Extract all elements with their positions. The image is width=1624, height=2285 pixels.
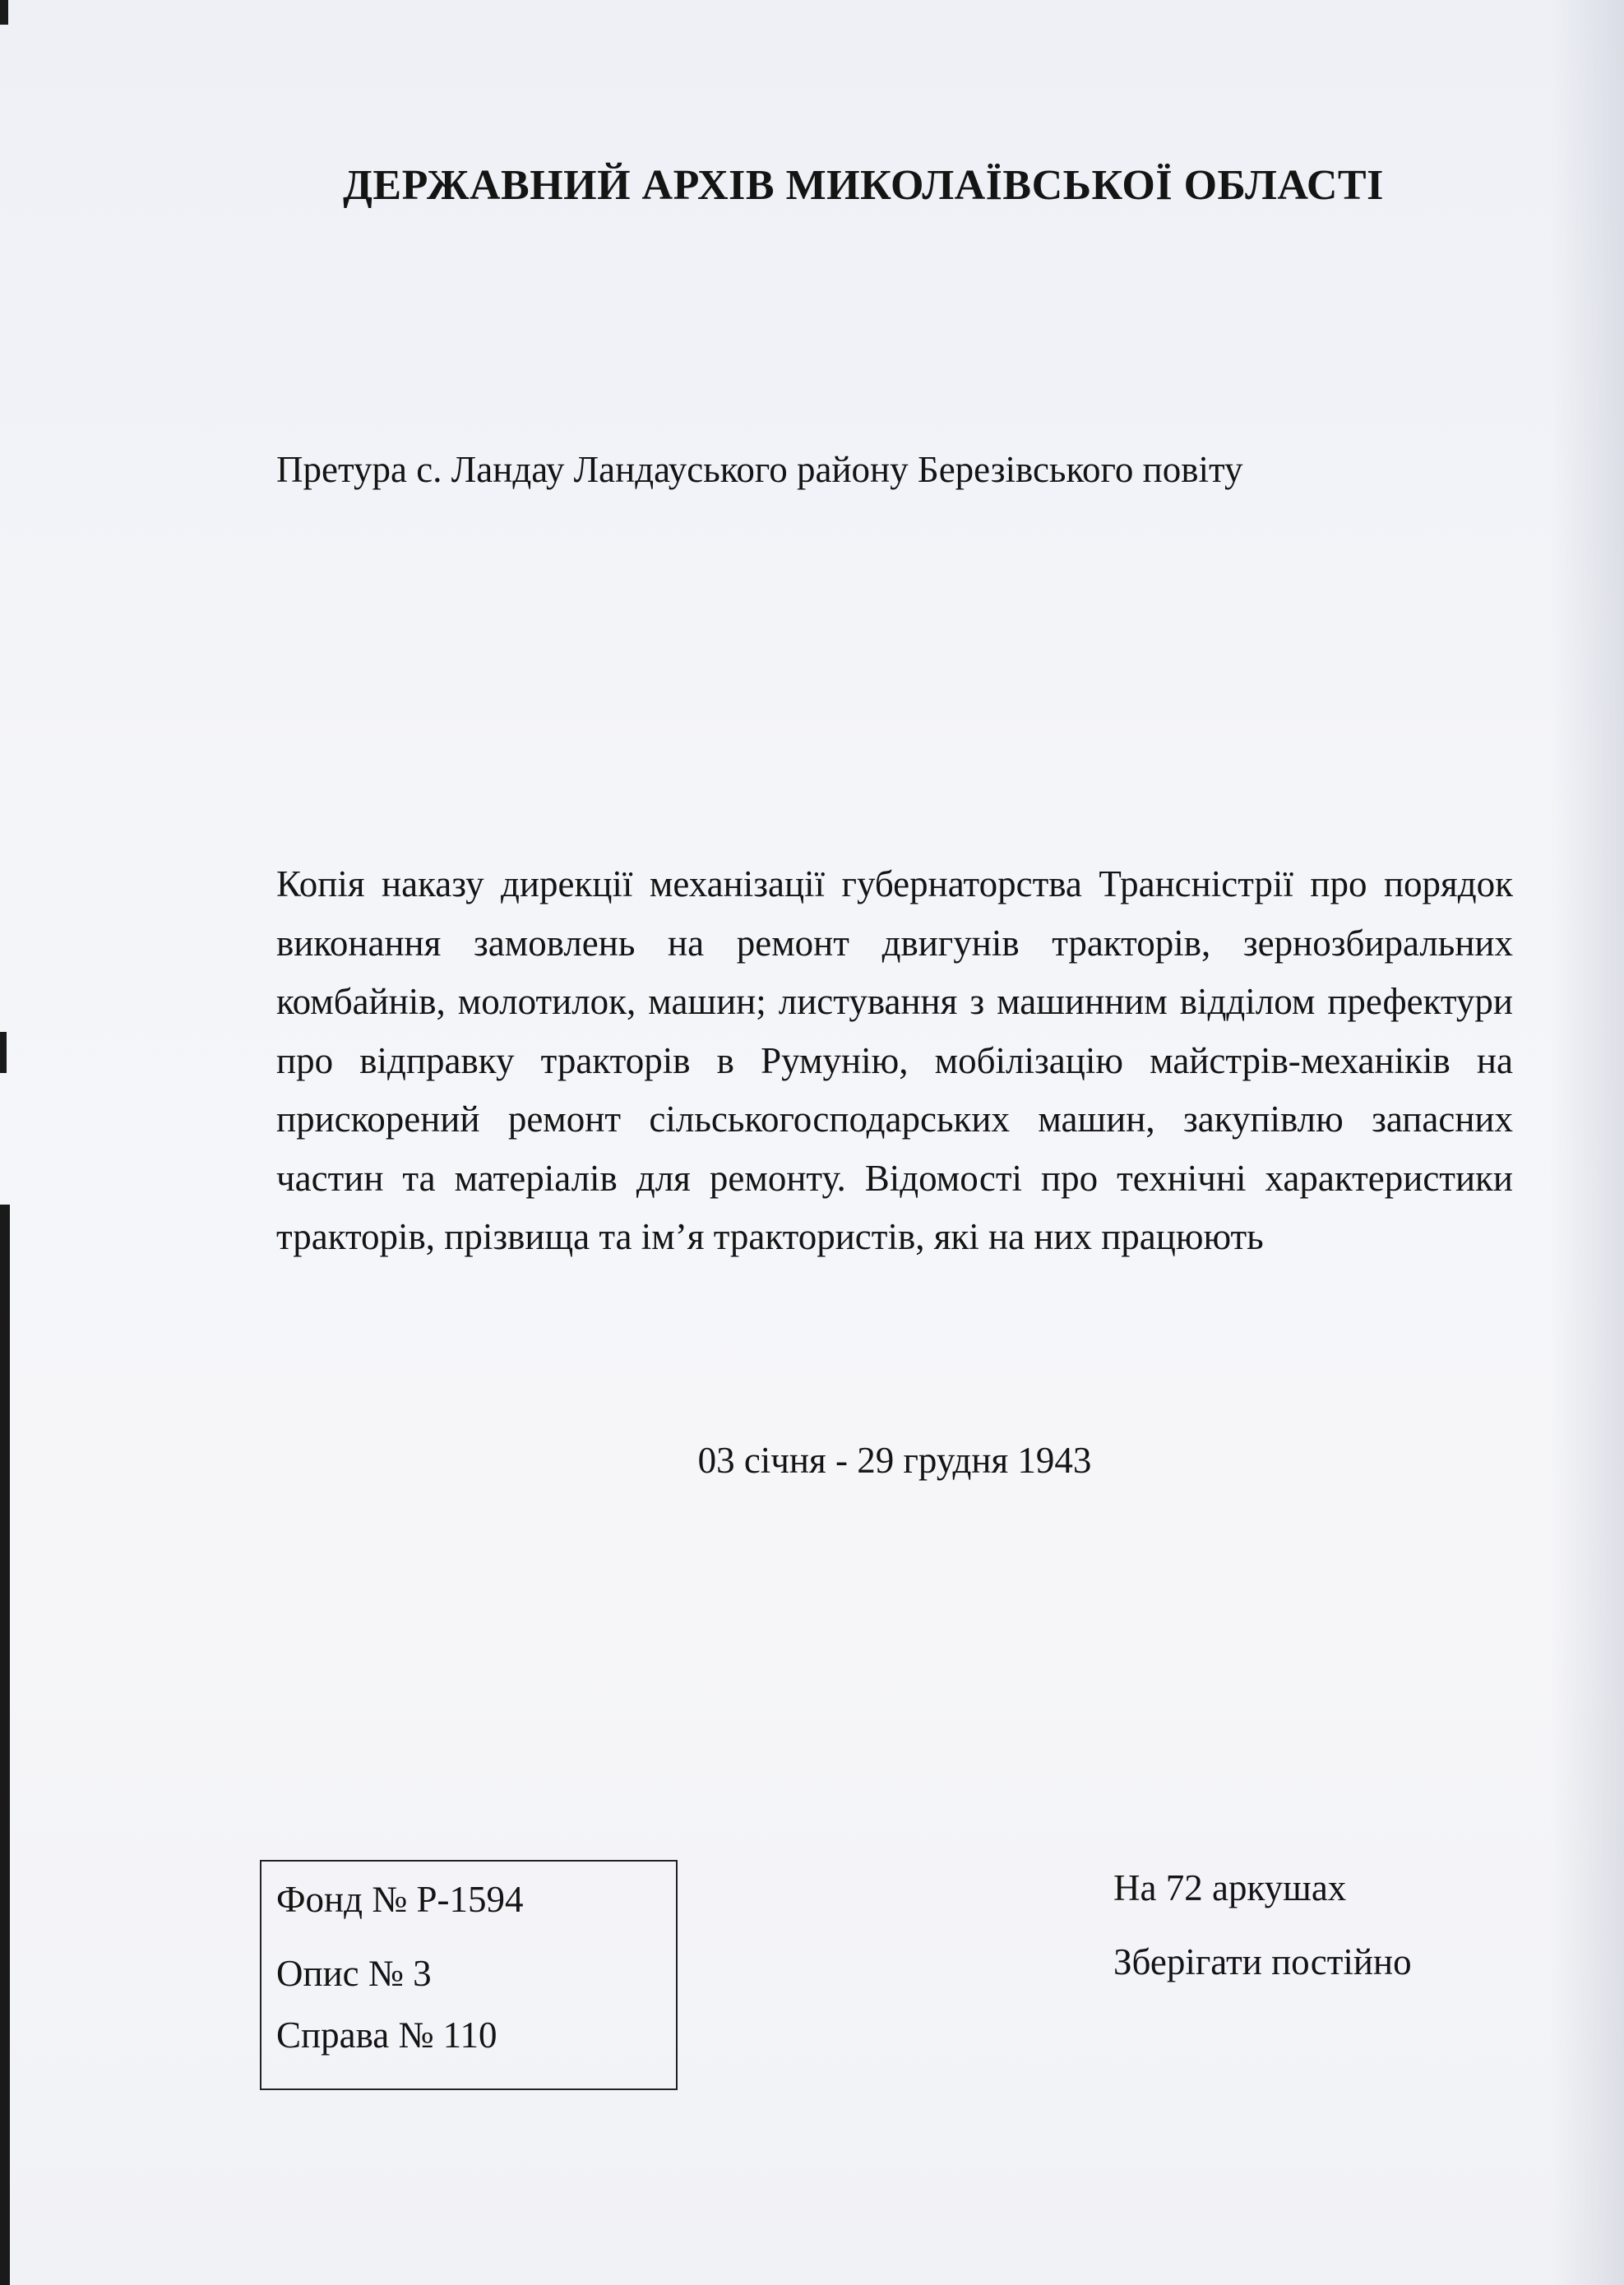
case-description: Копія наказу дирекції механізації губернаторства Трансністрії про порядок виконання замовлень на ремонт двигунів тракторів, зернозбиральних комбайнів, молотилок, машин; листування з машинним відділом префектури про відправку тракторів в Румунію, мобілізацію майстрів-механіків на прискорений ремонт сільськогосподарських машин, закупівлю запасних частин та матеріалів для ремонту. Відомості про технічні характеристики тракторів, прізвища та ім’я трактористів, які на них працюють bbox=[276, 863, 1513, 1257]
page-shadow bbox=[1550, 0, 1624, 2285]
page-edge-mark bbox=[0, 1032, 7, 1073]
fond-number: Фонд № Р-1594 bbox=[276, 1879, 524, 1920]
archive-title: ДЕРЖАВНИЙ АРХІВ МИКОЛАЇВСЬКОЇ ОБЛАСТІ bbox=[343, 162, 1384, 209]
page-edge-mark bbox=[0, 1205, 10, 2285]
sprava-number: Справа № 110 bbox=[276, 2014, 497, 2056]
storage-term: Зберігати постійно bbox=[1113, 1941, 1412, 1982]
page-edge-mark bbox=[0, 0, 8, 25]
opys-number: Опис № 3 bbox=[276, 1953, 432, 1994]
date-range: 03 січня - 29 грудня 1943 bbox=[697, 1440, 1092, 1481]
reference-box bbox=[260, 1860, 678, 2090]
sheet-count: На 72 аркушах bbox=[1113, 1867, 1347, 1908]
storage-notes bbox=[1113, 1866, 1412, 2014]
fund-name: Претура с. Ландау Ландауського району Березівського повіту bbox=[276, 449, 1243, 490]
